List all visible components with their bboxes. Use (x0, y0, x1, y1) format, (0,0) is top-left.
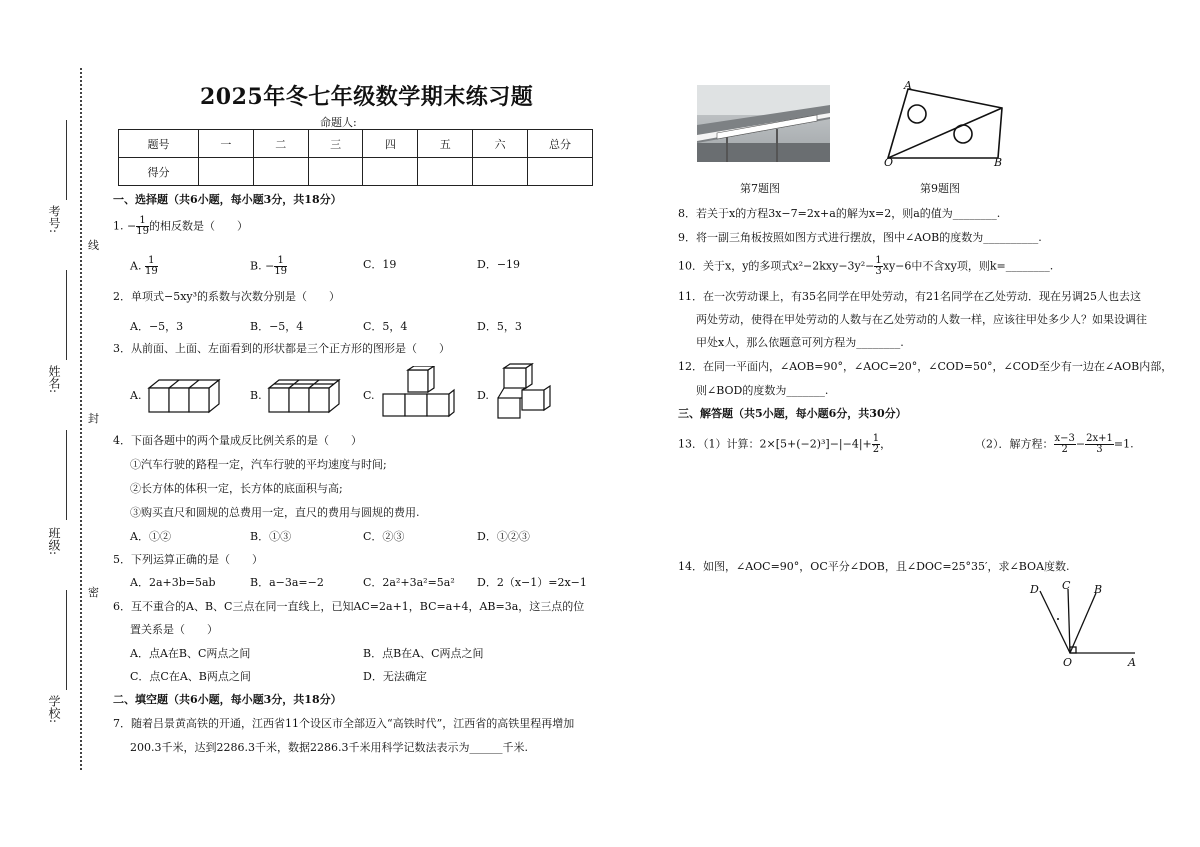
fig14-label-o: O (1063, 656, 1073, 669)
q3-shape-a (146, 376, 222, 414)
q4-option-d[interactable]: D．①②③ (477, 530, 530, 543)
section-3-heading: 三、解答题（共5小题，每小题6分，共30分） (678, 407, 907, 420)
figure-9-triangles (880, 80, 1010, 170)
fraction-num: x−3 (1054, 433, 1075, 444)
q13-frac-2 (1085, 434, 1114, 455)
school-label: 学校: (47, 695, 61, 724)
class-label: 班级: (47, 527, 61, 556)
table-cell: 三 (308, 130, 363, 158)
q7-line-2: 200.3千米，达到2286.3千米，数据2286.3千米用科学记数法表示为______千米. (130, 741, 528, 754)
fraction-num: 1 (872, 433, 880, 444)
fig14-label-b: B (1094, 583, 1103, 596)
fig9-label-o: O (884, 156, 894, 169)
q6-stem-cont: 置关系是（ ） (130, 623, 218, 636)
train-photo (697, 85, 830, 162)
q1-b-fraction (274, 256, 287, 277)
fraction-den: 2 (1061, 444, 1068, 455)
fraction-num: 1 (274, 256, 287, 267)
q5-option-d[interactable]: D．2（x−1）=2x−1 (477, 576, 587, 589)
fig9-label-b: B (994, 156, 1003, 169)
q4-option-a[interactable]: A．①② (130, 530, 171, 543)
q1-stem (113, 216, 248, 237)
q12-line-1: 12．在同一平面内，∠AOB=90°，∠AOC=20°，∠COD=50°，∠COD至少有一边在∠AOB内部， (678, 360, 1173, 373)
q11-line-1: 11．在一次劳动课上，有35名同学在甲处劳动，有21名同学在乙处劳动．现在另调25人也去这 (678, 290, 1141, 303)
fig14-label-d: D (1030, 583, 1039, 596)
q13-expression: 13．（1）计算：2×[5+(−2)³]−|−4|+ (678, 437, 872, 451)
fig14-label-a: A (1128, 656, 1136, 669)
q1-number: 1. (113, 219, 124, 233)
q6-option-b[interactable]: B．点B在A、C两点之间 (363, 647, 484, 660)
table-cell: 题号 (119, 130, 199, 158)
class-blank (66, 430, 67, 520)
score-cell[interactable] (253, 158, 308, 186)
q1-option-b[interactable] (250, 256, 287, 277)
table-cell: 总分 (528, 130, 593, 158)
exam-no-blank (66, 120, 67, 200)
score-cell[interactable] (418, 158, 473, 186)
q3-option-b[interactable]: B. (250, 389, 262, 402)
fraction-den: 3 (1096, 444, 1103, 455)
binding-dotted-line (80, 68, 82, 770)
minus-sign: − (1075, 437, 1086, 451)
q4-item-2: ②长方体的体积一定，长方体的底面积与高; (130, 482, 343, 495)
q5-option-b[interactable]: B．a−3a=−2 (250, 576, 324, 589)
q9-text: 9．将一副三角板按照如图方式进行摆放，图中∠AOB的度数为__________. (678, 231, 1042, 244)
school-blank (66, 590, 67, 690)
table-cell: 五 (418, 130, 473, 158)
fraction-den: 3 (875, 266, 882, 277)
q13-equals: =1. (1113, 437, 1134, 451)
seal-char-secret: 密 (88, 586, 99, 599)
q14-text: 14．如图，∠AOC=90°，OC平分∠DOB，且∠DOC=25°35′，求∠BOA度数. (678, 560, 1070, 573)
fraction-den: 19 (274, 266, 288, 277)
q5-option-c[interactable]: C．2a²+3a²=5a² (363, 576, 455, 589)
q1-minus: − (127, 219, 137, 233)
table-row (119, 158, 593, 186)
table-cell: 二 (253, 130, 308, 158)
q2-option-c[interactable]: C．5，4 (363, 320, 408, 333)
table-cell: 得分 (119, 158, 199, 186)
table-cell: 四 (363, 130, 418, 158)
q1-fraction (136, 216, 149, 237)
q2-option-a[interactable]: A．−5，3 (130, 320, 184, 333)
q5-stem: 5．下列运算正确的是（ ） (113, 553, 263, 566)
q3-option-a[interactable]: A. (130, 389, 142, 402)
option-letter: A. (130, 259, 142, 273)
q13-fraction (872, 434, 880, 455)
fraction-num: 1 (145, 256, 158, 267)
table-row (119, 130, 593, 158)
fraction-den: 2 (872, 444, 880, 455)
q3-shape-c (380, 366, 456, 420)
q13-part-2 (975, 434, 1134, 455)
q3-stem: 3．从前面、上面、左面看到的形状都是三个正方形的图形是（ ） (113, 342, 450, 355)
q3-option-c[interactable]: C. (363, 389, 375, 402)
q13-comma: ， (880, 437, 892, 451)
q6-option-c[interactable]: C．点C在A、B两点之间 (130, 670, 251, 683)
option-letter: B. (250, 259, 262, 273)
score-cell[interactable] (308, 158, 363, 186)
fraction-num: 1 (875, 255, 882, 266)
q4-option-c[interactable]: C．②③ (363, 530, 405, 543)
fraction-den: 19 (144, 266, 158, 277)
name-label: 姓名: (47, 365, 61, 394)
score-cell[interactable] (473, 158, 528, 186)
fig14-label-c: C (1062, 579, 1071, 592)
q13-part-2-label: （2）．解方程： (975, 437, 1054, 451)
q11-line-2: 两处劳动，使得在甲处劳动的人数与在乙处劳动的人数一样，应该往甲处多少人？如果设调往 (696, 313, 1147, 326)
seal-char-seal: 封 (88, 412, 99, 425)
q10-part-b: xy−6中不含xy项，则k=________. (882, 259, 1054, 273)
q1-option-d[interactable]: D．−19 (477, 258, 521, 271)
fig9-label-a: A (904, 79, 912, 92)
q12-line-2: 则∠BOD的度数为_______. (696, 384, 829, 397)
minus-sign: − (265, 259, 275, 273)
figure-9-caption: 第9题图 (920, 182, 960, 195)
exam-no-label: 考号: (47, 205, 61, 234)
q1-fraction-den: 19 (136, 226, 149, 237)
q10-part-a: 10．关于x，y的多项式x²−2kxy−3y²− (678, 259, 875, 273)
q5-option-a[interactable]: A．2a+3b=5ab (130, 576, 216, 589)
table-cell: 六 (473, 130, 528, 158)
name-blank (66, 270, 67, 360)
q4-item-1: ①汽车行驶的路程一定，汽车行驶的平均速度与时间; (130, 458, 387, 471)
page-title: 2025年冬七年级数学期末练习题 (200, 84, 534, 110)
q1-text: 的相反数是（ ） (148, 219, 248, 233)
q13-frac-1 (1054, 434, 1076, 455)
q1-a-fraction (145, 256, 158, 277)
q10-text (678, 256, 1053, 277)
q1-option-a[interactable] (130, 256, 158, 277)
q4-option-b[interactable]: B．①③ (250, 530, 292, 543)
q6-option-d[interactable]: D．无法确定 (363, 670, 427, 683)
q2-option-d[interactable]: D．5，3 (477, 320, 522, 333)
q6-option-a[interactable]: A．点A在B、C两点之间 (130, 647, 251, 660)
q2-option-b[interactable]: B．−5，4 (250, 320, 304, 333)
section-1-heading: 一、选择题（共6小题，每小题3分，共18分） (113, 193, 342, 206)
author-label: 命题人: (320, 116, 357, 129)
q3-shape-b (266, 376, 342, 414)
q4-item-3: ③购买直尺和圆规的总费用一定，直尺的费用与圆规的费用. (130, 506, 420, 519)
q10-fraction (874, 256, 882, 277)
fraction-num: 2x+1 (1086, 433, 1113, 444)
table-cell: 一 (199, 130, 254, 158)
q1-fraction-num: 1 (136, 216, 149, 227)
q4-stem: 4．下面各题中的两个量成反比例关系的是（ ） (113, 434, 362, 447)
q3-option-d[interactable]: D. (477, 389, 489, 402)
q2-stem: 2．单项式−5xy³的系数与次数分别是（ ） (113, 290, 341, 303)
section-2-heading: 二、填空题（共6小题，每小题3分，共18分） (113, 693, 342, 706)
q11-line-3: 甲处x人，那么依题意可列方程为________. (696, 336, 904, 349)
q3-shape-d (494, 362, 558, 422)
q1-option-c[interactable]: C．19 (363, 258, 397, 271)
score-table (118, 129, 593, 186)
q8-text: 8．若关于x的方程3x−7=2x+a的解为x=2，则a的值为________. (678, 207, 1001, 220)
q7-line-1: 7．随着吕景黄高铁的开通，江西省11个设区市全部迈入“高铁时代”，江西省的高铁里程再增加 (113, 717, 575, 730)
figure-7-caption: 第7题图 (740, 182, 780, 195)
seal-char-line: 线 (88, 239, 99, 252)
score-cell[interactable] (363, 158, 418, 186)
q13-part-1 (678, 434, 891, 455)
q6-stem: 6．互不重合的A、B、C三点在同一直线上，已知AC=2a+1，BC=a+4，AB=3a，这三点的位 (113, 600, 585, 613)
score-cell[interactable] (528, 158, 593, 186)
score-cell[interactable] (199, 158, 254, 186)
